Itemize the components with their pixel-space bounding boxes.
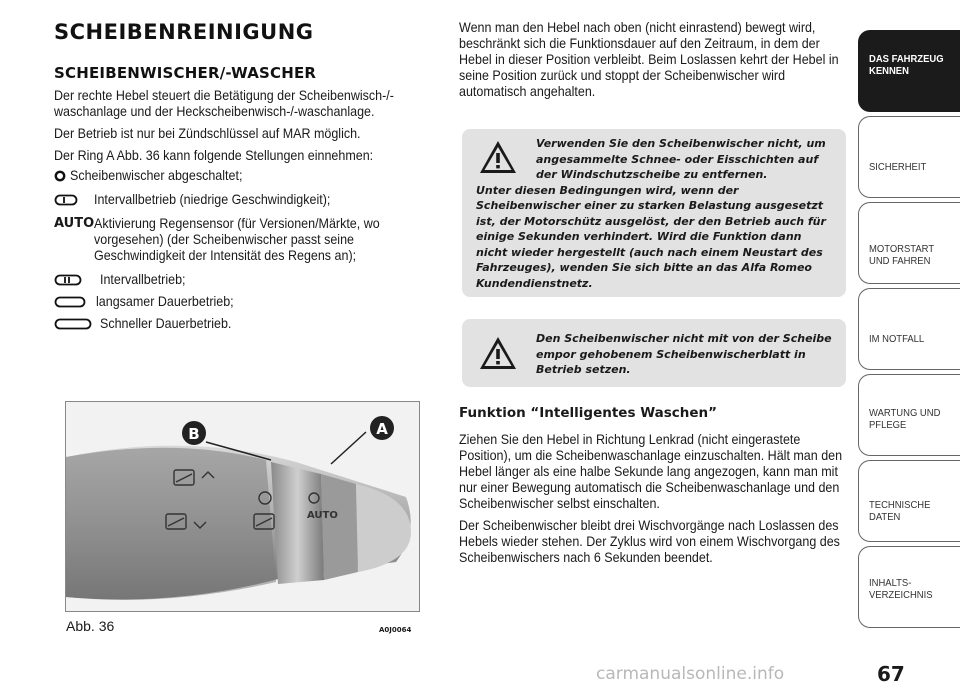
tab-label: IM NOTFALL — [869, 333, 925, 345]
mode-off — [54, 168, 436, 184]
subsection-title: SCHEIBENWISCHER/-WASCHER — [54, 64, 317, 82]
mode-slow-continuous — [54, 294, 436, 310]
intro-line-1: Der rechte Hebel steuert die Betätigung der Scheibenwisch-/- — [54, 88, 394, 103]
tab-sicherheit[interactable] — [858, 116, 960, 198]
tab-technische-daten[interactable] — [858, 460, 960, 542]
smart-wash-title: Funktion “Intelligentes Waschen” — [459, 405, 717, 421]
right-column — [459, 20, 849, 100]
tab-inhaltsverzeichnis[interactable] — [858, 546, 960, 628]
mode-text: langsamer Dauerbetrieb; — [96, 294, 234, 309]
tab-label: WARTUNG UND PFLEGE — [869, 407, 941, 431]
off-ring-icon — [54, 168, 70, 184]
mode-text: Schneller Dauerbetrieb. — [100, 316, 232, 331]
smart-wash-body — [459, 432, 849, 566]
wiper-mode-list — [54, 168, 436, 332]
tab-label: SICHERHEIT — [869, 161, 927, 173]
auto-text-icon: AUTO — [54, 216, 95, 231]
mode-text: Intervallbetrieb (niedrige Geschwindigkeit); — [94, 192, 331, 207]
interval-slow-icon — [54, 192, 94, 208]
left-column — [54, 20, 436, 338]
mode-interval-slow — [54, 192, 436, 208]
warning-text-ice — [476, 136, 836, 291]
figure-ring-auto-label: AUTO — [307, 510, 338, 521]
smart-wash-paragraph-1: Ziehen Sie den Hebel in Richtung Lenkrad (nicht eingerastete Position), um die Scheibenwaschanlage einzuschalten. Hält man den Hebel länger als eine halbe Sekunde lang angezogen, kann man mit nur einer Bewegung automatisch die Scheibenwaschanlage und den Scheibenwischer selbst einschalten. — [459, 432, 843, 511]
mode-text: Intervallbetrieb; — [100, 272, 186, 287]
section-title: SCHEIBENREINIGUNG — [54, 20, 314, 44]
page-number: 67 — [877, 662, 905, 686]
figure-label-b: B — [188, 425, 200, 443]
warning-text-ice-body: Unter diesen Bedingungen wird, wenn der Scheibenwischer einer zu starken Belastung ausgesetzt ist, der Motorschütz ausgelöst, der den Betrieb auch für einige Sekunden verhindert. Wird die Funktion dann nicht wieder hergestellt (auch nach einem Neustart des Fahrzeuges), wenden Sie sich bitte an das Alfa Romeo Kundendienstnetz. — [476, 183, 826, 290]
lever-up-paragraph: Wenn man den Hebel nach oben (nicht einrastend) bewegt wird, beschränkt sich die Funktionsdauer auf den Zeitraum, in dem der Hebel in dieser Position verbleibt. Beim Loslassen kehrt der Hebel in seine Position zurück und stoppt der Scheibenwischer wird automatisch angehalten. — [459, 20, 839, 99]
warning-text-ice-intro: Verwenden Sie den Scheibenwischer nicht, um angesammelte Schnee- oder Eisschichten auf der Windschutzscheibe zu entfernen. — [536, 137, 826, 181]
warning-triangle-icon — [478, 335, 518, 371]
tab-im-notfall[interactable] — [858, 288, 960, 370]
mode-fast-continuous — [54, 316, 436, 332]
figure-label-a: A — [376, 420, 388, 438]
warning-box-ice — [462, 129, 846, 297]
intro-paragraph — [54, 88, 440, 120]
wiper-lever-illustration — [66, 402, 419, 611]
mode-text: Aktivierung Regensensor (für Versionen/Märkte, wo vorgesehen) (der Scheibenwischer passt seine Geschwindigkeit der Intensität des Regens an); — [94, 216, 380, 263]
wiper-lever-figure — [65, 401, 420, 612]
tab-motorstart-und-fahren[interactable] — [858, 202, 960, 284]
interval-icon — [54, 272, 100, 288]
mode-text: Scheibenwischer abgeschaltet; — [70, 168, 243, 183]
tab-label: TECHNISCHE DATEN — [869, 499, 931, 523]
slow-continuous-icon — [54, 294, 96, 310]
figure-caption: Abb. 36 — [66, 618, 115, 634]
watermark-text: carmanualsonline.info — [596, 664, 785, 684]
warning-text-lifted-blade: Den Scheibenwischer nicht mit von der Scheibe empor gehobenem Scheibenwischerblatt in Betrieb setzen. — [536, 332, 832, 376]
tab-wartung-und-pflege[interactable] — [858, 374, 960, 456]
mode-auto — [54, 216, 436, 264]
tab-label: DAS FAHRZEUG KENNEN — [869, 53, 944, 77]
tab-label: MOTORSTART UND FAHREN — [869, 243, 934, 267]
ring-paragraph: Der Ring A Abb. 36 kann folgende Stellungen einnehmen: — [54, 148, 374, 163]
ignition-paragraph: Der Betrieb ist nur bei Zündschlüssel auf MAR möglich. — [54, 126, 361, 141]
tab-das-fahrzeug-kennen[interactable] — [858, 30, 960, 112]
smart-wash-paragraph-2: Der Scheibenwischer bleibt drei Wischvorgänge nach Loslassen des Hebels wieder stehen. Der Zyklus wird von einem Wischvorgang des Scheibenwischers nach 6 Sekunden beendet. — [459, 518, 840, 565]
warning-box-lifted-blade — [462, 319, 846, 387]
fast-continuous-icon — [54, 316, 100, 332]
figure-code: A0J0064 — [379, 626, 412, 634]
intro-line-2: waschanlage und der Heckscheibenwisch-/-waschanlage. — [54, 104, 375, 119]
tab-label: INHALTS-VERZEICHNIS — [869, 577, 933, 601]
mode-interval — [54, 272, 436, 288]
